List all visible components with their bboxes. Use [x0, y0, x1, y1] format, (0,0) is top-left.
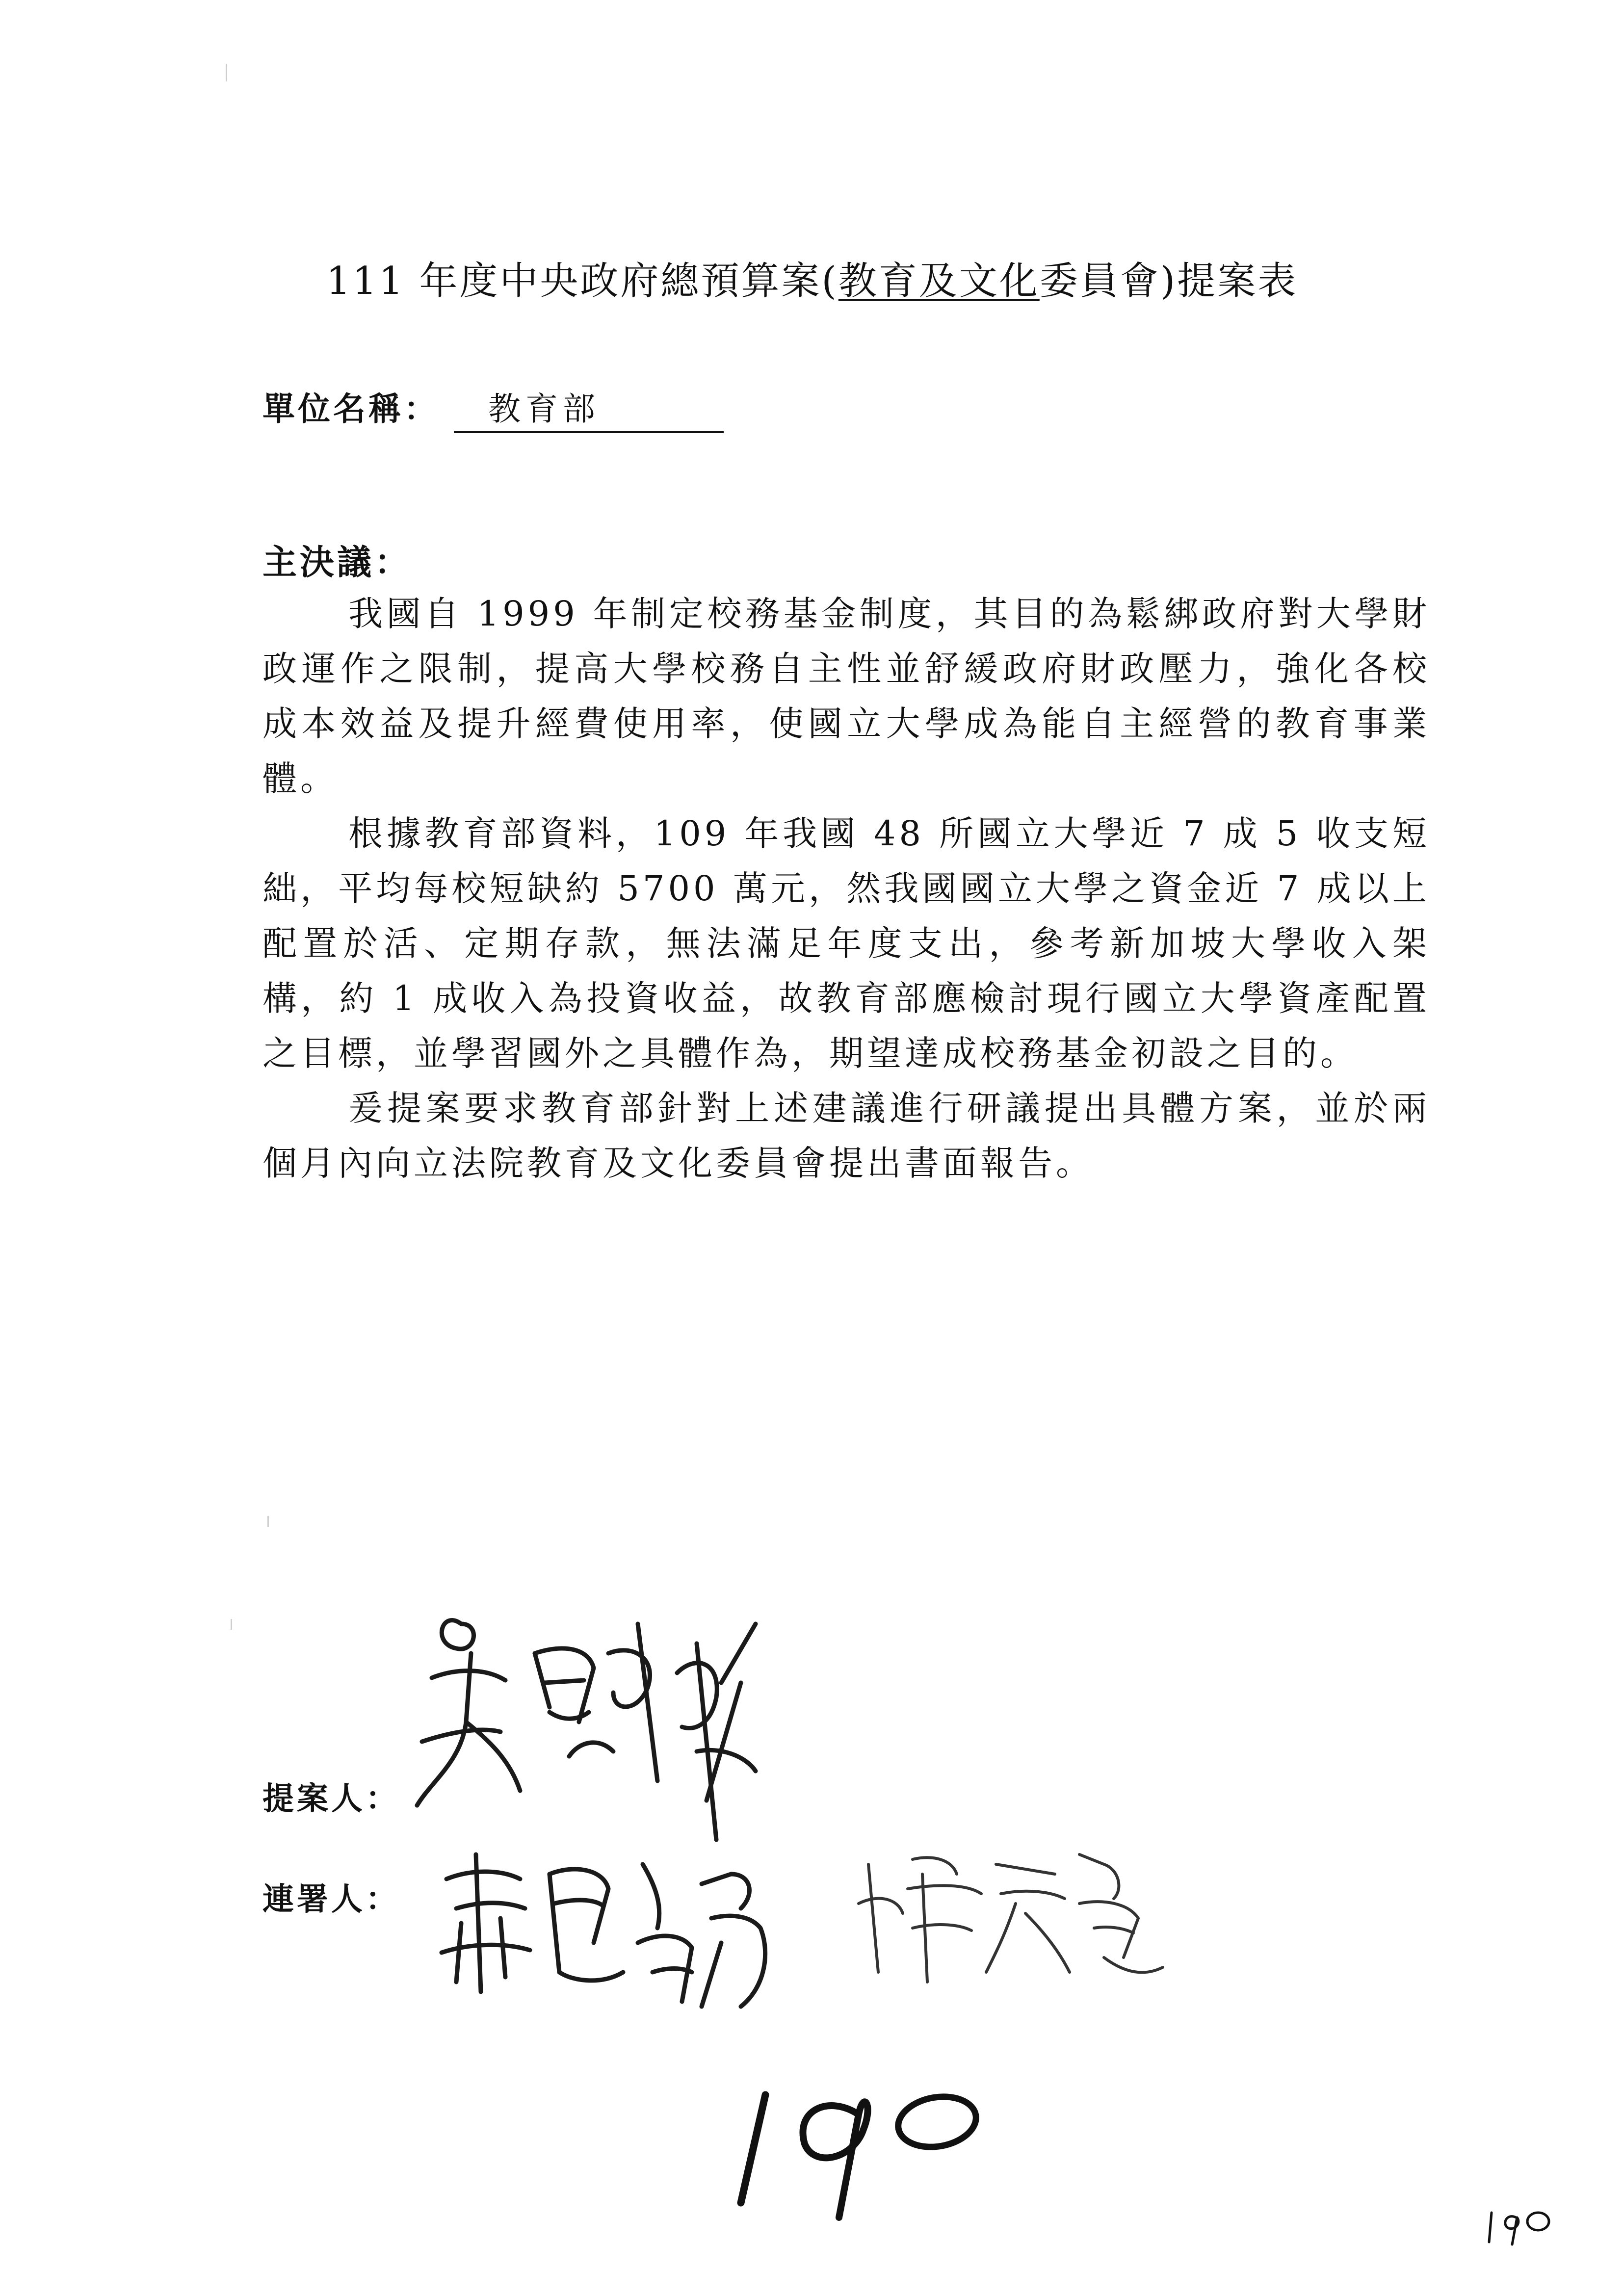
- paragraph-2: 根據教育部資料，109 年我國 48 所國立大學近 7 成 5 收支短絀，平均每校短缺約 5700 萬元，然我國國立大學之資金近 7 成以上配置於活、定期存款，無法滿足年度支出，參考新加坡大學收入架構，約 1 成收入為投資收益，故教育部應檢討現行國立大學資產配置之目標，並學習國外之具體作為，期望達成校務基金初設之目的。: [262, 813, 1430, 1073]
- cosigner-label: 連署人：: [262, 1881, 400, 1918]
- cosigner-signature-1: [427, 1845, 819, 2051]
- resolution-label: 主決議：: [262, 542, 412, 582]
- title-committee: 教育及文化: [838, 259, 1040, 303]
- cosigner-signature-2: [849, 1845, 1173, 2002]
- resolution-body: [262, 586, 1430, 1191]
- scan-mark: [226, 64, 227, 81]
- scan-mark: [231, 1619, 232, 1630]
- paragraph-1: 我國自 1999 年制定校務基金制度，其目的為鬆綁政府對大學財政運作之限制，提高大學校務自主性並舒緩政府財政壓力，強化各校成本效益及提升經費使用率，使國立大學成為能自主經營的教育事業體。: [262, 594, 1430, 799]
- corner-page-number: [1482, 2198, 1555, 2252]
- unit-row: [262, 383, 724, 433]
- scan-mark: [267, 1516, 269, 1527]
- unit-label: 單位名稱：: [262, 390, 439, 428]
- handwritten-page-number: [726, 2061, 1001, 2237]
- paragraph-3: 爰提案要求教育部針對上述建議進行研議提出具體方案，並於兩個月內向立法院教育及文化委員會提出書面報告。: [262, 1088, 1430, 1183]
- unit-value: 教育部: [454, 387, 724, 433]
- handwritten-page-number-text: 190: [859, 2155, 868, 2160]
- corner-page-number-text: 190: [1516, 2225, 1521, 2228]
- page-title: [0, 250, 1624, 305]
- title-prefix: 111 年度中央政府總預算案(: [326, 259, 838, 303]
- proposer-signature: [402, 1594, 844, 1869]
- title-suffix: 委員會)提案表: [1039, 259, 1298, 303]
- proposer-label: 提案人：: [262, 1781, 400, 1817]
